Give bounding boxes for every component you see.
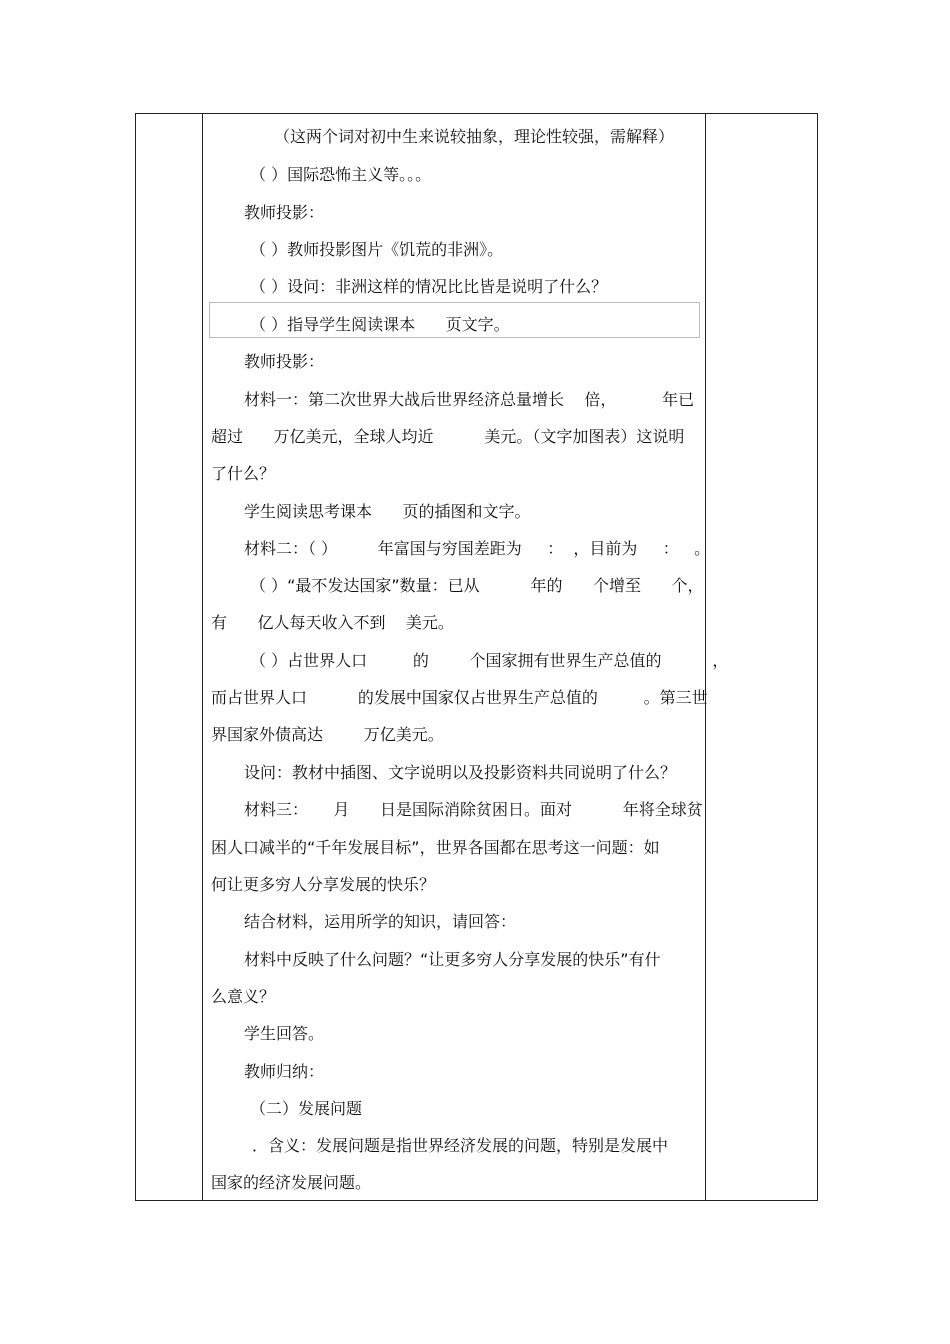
text-line: 学生阅读思考课本 页的插图和文字。 [244,502,531,521]
text-line: 界国家外债高达 万亿美元。 [211,725,444,744]
text-line: 结合材料，运用所学的知识，请回答： [244,912,517,931]
text-line: （ ）指导学生阅读课本 页文字。 [250,315,510,334]
text-line: 学生回答。 [244,1024,325,1043]
text-line: （ ）国际恐怖主义等。。。 [250,165,432,184]
text-line: 材料一：第二次世界大战后世界经济总量增长 倍， 年已 [244,390,695,409]
text-line: （ ）占世界人口 的 个国家拥有世界生产总值的 ， [250,651,729,670]
text-line: 材料三： 月 日是国际消除贫困日。面对 年将全球贫 [244,800,703,819]
text-line: （ ）教师投影图片《饥荒的非洲》。 [250,240,504,259]
text-line: 材料二：（ ） 年富国与穷国差距为 ： ，目前为 ： 。 [244,539,711,558]
text-line: 何让更多穷人分享发展的快乐？ [211,875,436,894]
text-line: 有 亿人每天收入不到 美元。 [211,613,454,632]
right-column-cell [705,114,819,1200]
section-heading: （二）发展问题 [250,1099,363,1118]
text-line: 教师投影： [244,352,325,371]
text-line: 国家的经济发展问题。 [211,1173,372,1192]
text-line: 设问：教材中插图、文字说明以及投影资料共同说明了什么？ [244,763,677,782]
text-line: 么意义？ [211,987,276,1006]
main-content-cell [203,114,729,1200]
lesson-table [135,113,818,1201]
text-line: 困人口减半的“千年发展目标”，世界各国都在思考这一问题：如 [211,838,660,857]
left-column-cell [136,114,203,1200]
text-line: （ ）设问：非洲这样的情况比比皆是说明了什么？ [250,277,608,296]
text-line: 材料中反映了什么问题？“让更多穷人分享发展的快乐”有什 [244,950,661,969]
text-line: 了什么？ [211,464,276,483]
text-line: 超过 万亿美元，全球人均近 美元。（文字加图表）这说明 [211,427,685,446]
text-line: （ ）“最不发达国家”数量：已从 年的 个增至 个， [250,576,704,595]
text-line: 而占世界人口 的发展中国家仅占世界生产总值的 。第三世 [211,688,708,707]
note-line: （这两个词对初中生来说较抽象，理论性较强，需解释） [274,127,675,146]
text-line: ．含义：发展问题是指世界经济发展的问题，特别是发展中 [252,1136,669,1155]
text-line: 教师投影： [244,203,325,222]
text-line: 教师归纳： [244,1062,325,1081]
